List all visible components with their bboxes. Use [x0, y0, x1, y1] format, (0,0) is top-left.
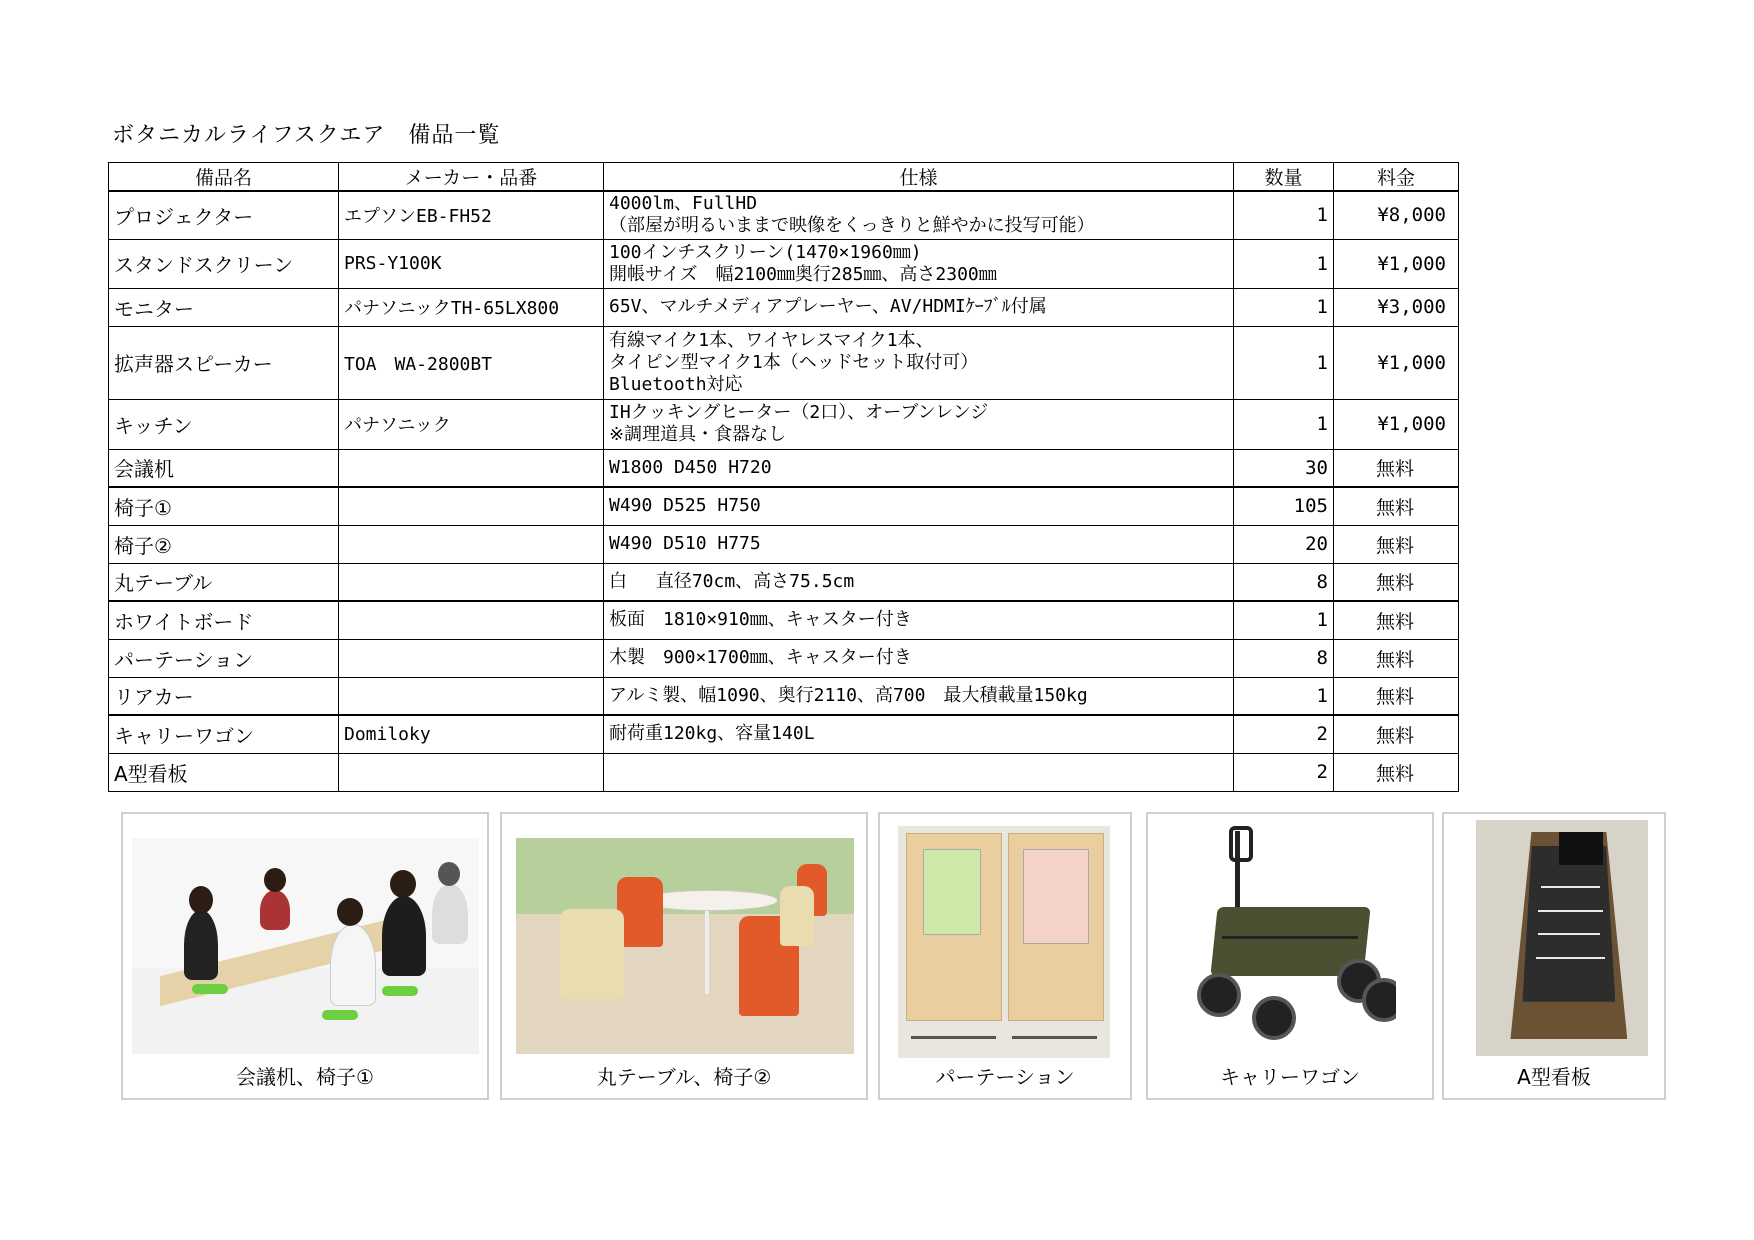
person-head [264, 868, 286, 892]
person [382, 896, 426, 976]
cell-qty: 1 [1234, 239, 1334, 288]
poster [1023, 849, 1089, 944]
table-leg [705, 907, 709, 993]
cell-maker [339, 601, 604, 639]
cell-qty: 105 [1234, 487, 1334, 525]
table-row [109, 191, 1459, 239]
table-row [109, 677, 1459, 715]
cell-spec: 100インチスクリーン(1470×1960㎜) 開帳サイズ 幅2100㎜奥行285㎜、高さ2300㎜ [604, 239, 1234, 288]
cell-spec: W1800 D450 H720 [604, 449, 1234, 487]
cell-spec: W490 D510 H775 [604, 525, 1234, 563]
cell-price: 無料 [1334, 677, 1459, 715]
cell-name: ホワイトボード [109, 601, 339, 639]
chalk-line [1541, 886, 1599, 888]
cell-name: 拡声器スピーカー [109, 326, 339, 399]
wagon-photo [1184, 826, 1396, 1056]
cell-qty: 8 [1234, 563, 1334, 601]
header-price: 料金 [1334, 163, 1459, 192]
cell-maker: TOA WA-2800BT [339, 326, 604, 399]
chair [382, 986, 418, 996]
header-name: 備品名 [109, 163, 339, 192]
cell-name: キッチン [109, 399, 339, 449]
cell-spec: 65V、マルチメディアプレーヤー、AV/HDMIｹｰﾌﾞﾙ付属 [604, 288, 1234, 326]
cell-spec: 木製 900×1700㎜、キャスター付き [604, 639, 1234, 677]
cell-name: A型看板 [109, 753, 339, 791]
cell-price: ¥3,000 [1334, 288, 1459, 326]
page-title: ボタニカルライフスクエア 備品一覧 [112, 123, 501, 148]
cell-maker [339, 525, 604, 563]
photo-caption: 会議机、椅子① [236, 1065, 374, 1089]
cell-spec: 耐荷重120kg、容量140L [604, 715, 1234, 753]
partition-foot [911, 1036, 996, 1039]
table-row [109, 753, 1459, 791]
cell-maker [339, 449, 604, 487]
cell-maker: パナソニックTH-65LX800 [339, 288, 604, 326]
cell-maker: パナソニック [339, 399, 604, 449]
person-head [337, 898, 363, 926]
meeting-room-photo [132, 838, 479, 1054]
cell-name: キャリーワゴン [109, 715, 339, 753]
cell-price: 無料 [1334, 525, 1459, 563]
cell-name: 丸テーブル [109, 563, 339, 601]
cell-spec [604, 753, 1234, 791]
photo-card-wagon [1146, 812, 1434, 1100]
person [330, 924, 376, 1006]
partition-foot [1012, 1036, 1097, 1039]
cell-price: 無料 [1334, 601, 1459, 639]
header-qty: 数量 [1234, 163, 1334, 192]
cell-spec: アルミ製、幅1090、奥行2110、高700 最大積載量150kg [604, 677, 1234, 715]
photo-caption: キャリーワゴン [1220, 1065, 1360, 1089]
table-row [109, 525, 1459, 563]
wagon-handle-grip [1229, 826, 1253, 862]
table-row [109, 326, 1459, 399]
photo-card-a-board [1442, 812, 1666, 1100]
cell-name: パーテーション [109, 639, 339, 677]
chalkboard [1522, 846, 1615, 1002]
round-table-photo [516, 838, 854, 1054]
cell-qty: 1 [1234, 601, 1334, 639]
photo-card-partition [878, 812, 1132, 1100]
cell-price: ¥1,000 [1334, 326, 1459, 399]
photo-card-meeting [121, 812, 489, 1100]
cell-maker [339, 487, 604, 525]
cell-qty: 1 [1234, 288, 1334, 326]
header-maker: メーカー・品番 [339, 163, 604, 192]
cell-price: ¥8,000 [1334, 191, 1459, 239]
cell-price: 無料 [1334, 715, 1459, 753]
cell-price: 無料 [1334, 639, 1459, 677]
table-row [109, 487, 1459, 525]
cell-price: 無料 [1334, 449, 1459, 487]
cell-maker: Domiloky [339, 715, 604, 753]
cell-maker [339, 677, 604, 715]
cell-name: モニター [109, 288, 339, 326]
cell-qty: 20 [1234, 525, 1334, 563]
cell-spec: 4000lm、FullHD （部屋が明るいままで映像をくっきりと鮮やかに投写可能） [604, 191, 1234, 239]
cell-qty: 2 [1234, 715, 1334, 753]
wagon-wheel [1197, 973, 1241, 1017]
cell-qty: 1 [1234, 399, 1334, 449]
person [184, 910, 218, 980]
photo-caption: A型看板 [1517, 1065, 1591, 1089]
table-row [109, 639, 1459, 677]
cell-maker [339, 563, 604, 601]
cell-name: 椅子① [109, 487, 339, 525]
photo-card-round-table [500, 812, 868, 1100]
person-head [438, 862, 460, 886]
cell-maker: エプソンEB-FH52 [339, 191, 604, 239]
wagon-wheel [1252, 996, 1296, 1040]
table-row [109, 715, 1459, 753]
orange-chair [617, 877, 663, 947]
cell-spec: IHクッキングヒーター（2口）、オーブンレンジ ※調理道具・食器なし [604, 399, 1234, 449]
cell-qty: 2 [1234, 753, 1334, 791]
cell-price: ¥1,000 [1334, 239, 1459, 288]
cell-name: 椅子② [109, 525, 339, 563]
cell-spec: 白 直径70cm、高さ75.5cm [604, 563, 1234, 601]
cell-name: リアカー [109, 677, 339, 715]
wagon-frame [1222, 936, 1358, 939]
header-spec: 仕様 [604, 163, 1234, 192]
cell-price: 無料 [1334, 563, 1459, 601]
photo-caption: 丸テーブル、椅子② [596, 1065, 772, 1089]
a-board-photo [1476, 820, 1648, 1056]
chair [192, 984, 228, 994]
redacted-square [1559, 832, 1604, 865]
person-head [189, 886, 213, 914]
beige-chair [560, 909, 624, 999]
cell-maker [339, 639, 604, 677]
table-row [109, 239, 1459, 288]
table-row [109, 399, 1459, 449]
cell-spec: 板面 1810×910㎜、キャスター付き [604, 601, 1234, 639]
person [432, 884, 468, 944]
wagon-wheel [1362, 978, 1396, 1022]
cell-qty: 1 [1234, 191, 1334, 239]
equipment-table [108, 162, 1459, 792]
cell-qty: 1 [1234, 326, 1334, 399]
person [260, 890, 290, 930]
cell-name: 会議机 [109, 449, 339, 487]
table-header-row [109, 163, 1459, 192]
cell-qty: 8 [1234, 639, 1334, 677]
table-row [109, 288, 1459, 326]
cell-price: 無料 [1334, 487, 1459, 525]
photo-caption: パーテーション [935, 1065, 1075, 1089]
cell-spec: W490 D525 H750 [604, 487, 1234, 525]
chalk-line [1536, 957, 1605, 959]
cell-price: ¥1,000 [1334, 399, 1459, 449]
person-head [390, 870, 416, 898]
chair [322, 1010, 358, 1020]
cell-spec: 有線マイク1本、ワイヤレスマイク1本、 タイピン型マイク1本（ヘッドセット取付可） Bluetooth対応 [604, 326, 1234, 399]
cell-qty: 1 [1234, 677, 1334, 715]
chalk-line [1538, 910, 1603, 912]
cell-qty: 30 [1234, 449, 1334, 487]
cell-price: 無料 [1334, 753, 1459, 791]
cell-name: プロジェクター [109, 191, 339, 239]
cell-maker: PRS-Y100K [339, 239, 604, 288]
table-row [109, 563, 1459, 601]
chalk-line [1538, 933, 1600, 935]
table-row [109, 449, 1459, 487]
partition-photo [898, 826, 1110, 1058]
wagon-handle [1235, 831, 1240, 912]
cell-name: スタンドスクリーン [109, 239, 339, 288]
poster [923, 849, 980, 935]
table-row [109, 601, 1459, 639]
cell-maker [339, 753, 604, 791]
beige-chair [780, 886, 814, 946]
